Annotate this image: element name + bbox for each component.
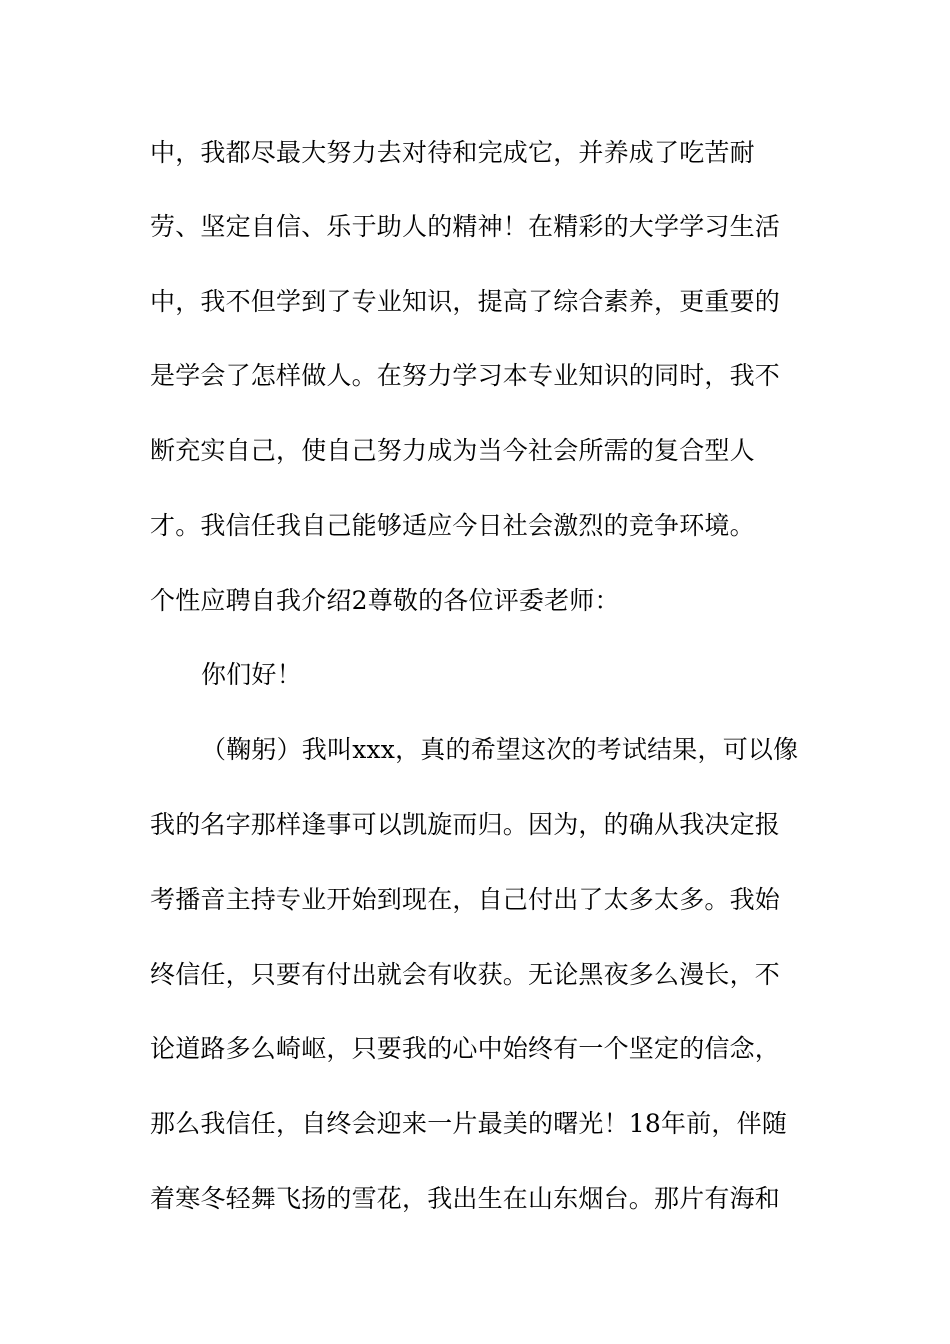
text-line: 终信任，只要有付出就会有收获。无论黑夜多么漫长，不 [150, 960, 781, 989]
section-heading: 个性应聘自我介绍2尊敬的各位评委老师： [150, 586, 620, 615]
text-line: 才。我信任我自己能够适应今日社会激烈的竞争环境。 [150, 511, 755, 540]
greeting-line: 你们好！ [201, 660, 302, 689]
text-line: 是学会了怎样做人。在努力学习本专业知识的同时，我不 [150, 361, 781, 390]
text-line: 着寒冬轻舞飞扬的雪花，我出生在山东烟台。那片有海和 [150, 1184, 781, 1213]
text-line: 劳、坚定自信、乐于助人的精神！在精彩的大学学习生活 [150, 212, 781, 241]
text-line: 考播音主持专业开始到现在，自己付出了太多太多。我始 [150, 885, 781, 914]
text-line: 那么我信任，自终会迎来一片最美的曙光！18年前，伴随 [150, 1109, 788, 1138]
text-line: 论道路多么崎岖，只要我的心中始终有一个坚定的信念， [150, 1034, 781, 1063]
text-line: 我的名字那样逢事可以凯旋而归。因为，的确从我决定报 [150, 810, 781, 839]
text-line: 中，我都尽最大努力去对待和完成它，并养成了吃苦耐 [150, 138, 755, 167]
text-line: 中，我不但学到了专业知识，提高了综合素养，更重要的 [150, 287, 781, 316]
text-line: 断充实自己，使自己努力成为当今社会所需的复合型人 [150, 436, 755, 465]
text-line: （鞠躬）我叫xxx，真的希望这次的考试结果，可以像 [201, 735, 799, 764]
